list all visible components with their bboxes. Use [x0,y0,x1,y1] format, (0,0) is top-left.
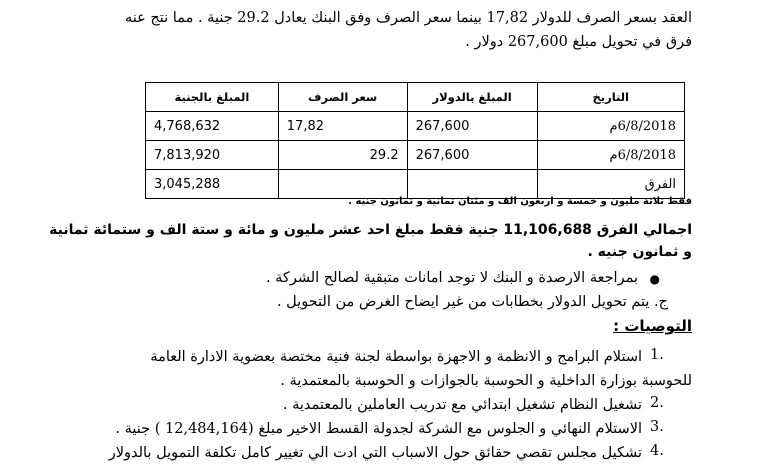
cell-rate: 17,82 [278,112,407,141]
cell-egp: 4,768,632 [146,112,279,141]
cell-difference-label: الفرق [537,170,684,199]
cell-usd: 267,600 [407,112,537,141]
cell-rate [278,170,407,199]
bullet-dot-icon: ● [649,272,660,286]
recommendation-1-line-2: للحوسبة بوزارة الداخلية و الحوسبة بالجوازات و الحوسبة بالمعتمدية . [280,373,692,389]
recommendation-2: تشغيل النظام تشغيل ابتدائي مع تدريب العاملين بالمعتمدية . [282,397,642,413]
recommendation-4: تشكيل مجلس تقصي حقائق حول الاسباب التي ادت الي تغيير كامل تكلفة التمويل بالدولار [108,445,642,461]
bullet-text: بمراجعة الارصدة و البنك لا توجد امانات متبقية لصالح الشركة . [265,270,638,286]
table-row [146,141,685,170]
list-number: 4. [650,443,664,459]
table-row [146,112,685,141]
cell-date: 6/8/2018م [537,141,684,170]
table-row-difference [146,170,685,199]
cell-rate: 29.2 [278,141,407,170]
intro-line-2: فرق في تحويل مبلغ 267,600 دولار . [465,34,692,50]
cell-usd [407,170,537,199]
cell-usd: 267,600 [407,141,537,170]
header-date: التاريخ [537,83,684,112]
list-number: 1. [650,347,664,363]
total-line-2: و ثمانون جنيه . [587,244,692,260]
list-number: 3. [650,419,664,435]
cell-egp: 7,813,920 [146,141,279,170]
item-j: ج. يتم تحويل الدولار بخطابات من غير ايضاح الغرض من التحويل . [276,294,668,310]
header-usd: المبلغ بالدولار [407,83,537,112]
total-line-1: اجمالي الفرق 11,106,688 جنية فقط مبلغ احد عشر مليون و مائة و ستة الف و ستمائة ثمانية [49,222,692,238]
recommendation-1-line-1: استلام البرامج و الانظمة و الاجهزة بواسطة لجنة فنية مختصة بعضوية الادارة العامة [150,349,642,365]
cell-date: 6/8/2018م [537,112,684,141]
amount-in-words-note: فقط ثلاثة مليون و خمسة و اربعون الف و مئتان ثمانية و ثمانون جنيه . [348,196,692,207]
header-egp: المبلغ بالجنية [146,83,279,112]
list-number: 2. [650,395,664,411]
recommendation-3: الاستلام النهائي و الجلوس مع الشركة لجدولة القسط الاخير مبلغ (12,484,164 ) جنية . [115,421,642,437]
cell-egp: 3,045,288 [146,170,279,199]
table-header-row [146,83,685,112]
exchange-table [145,82,685,199]
header-rate: سعر الصرف [278,83,407,112]
intro-line-1: العقد بسعر الصرف للدولار 17,82 بينما سعر الصرف وفق البنك يعادل 29.2 جنية . مما نتج عنه [125,10,692,26]
recommendations-title: التوصيات : [613,317,692,335]
